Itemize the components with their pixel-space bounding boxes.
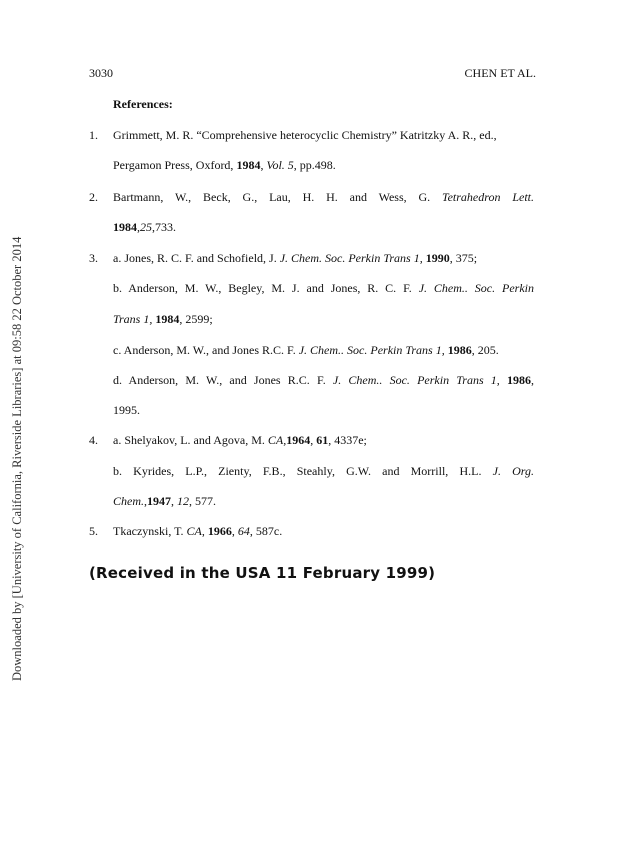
ref-4b-line-2: Chem.,1947, 12, 577. [113,494,216,508]
ref-3b-line-2: Trans 1, 1984, 2599; [113,312,213,326]
download-watermark: Downloaded by [University of California, Riverside Libraries] at 09:58 22 October 2014 [10,236,24,681]
ref-1-line-2: Pergamon Press, Oxford, 1984, Vol. 5, pp.498. [113,158,336,172]
ref-1-line-1: Grimmett, M. R. “Comprehensive heterocyclic Chemistry” Katritzky A. R., ed., [113,128,497,142]
ref-5-line-1: Tkaczynski, T. CA, 1966, 64, 587c. [113,524,283,538]
ref-number-1: 1. [89,128,98,142]
ref-3d-line-2: 1995. [113,403,140,417]
ref-number-5: 5. [89,524,98,538]
ref-number-2: 2. [89,190,98,204]
ref-3b-line-1: b. Anderson, M. W., Begley, M. J. and Jones, R. C. F. J. Chem.. Soc. Perkin [113,281,534,295]
ref-2-line-2: 1984,25,733. [113,220,176,234]
ref-number-4: 4. [89,433,98,447]
ref-3d-line-1: d. Anderson, M. W., and Jones R.C. F. J. Chem.. Soc. Perkin Trans 1, 1986, [113,373,534,387]
received-date-note: (Received in the USA 11 February 1999) [89,564,436,582]
ref-4b-line-1: b. Kyrides, L.P., Zienty, F.B., Steahly, G.W. and Morrill, H.L. J. Org. [113,464,534,478]
references-heading: References: [113,97,173,111]
ref-3c-line-1: c. Anderson, M. W., and Jones R.C. F. J. Chem.. Soc. Perkin Trans 1, 1986, 205. [113,343,499,357]
ref-number-3: 3. [89,251,98,265]
ref-2-line-1: Bartmann, W., Beck, G., Lau, H. H. and Wess, G. Tetrahedron Lett. [113,190,534,204]
page-number: 3030 [89,66,113,80]
ref-3a-line-1: a. Jones, R. C. F. and Schofield, J. J. Chem. Soc. Perkin Trans 1, 1990, 375; [113,251,478,265]
running-head-authors: CHEN ET AL. [464,66,536,80]
ref-4a-line-1: a. Shelyakov, L. and Agova, M. CA,1964, 61, 4337e; [113,433,367,447]
